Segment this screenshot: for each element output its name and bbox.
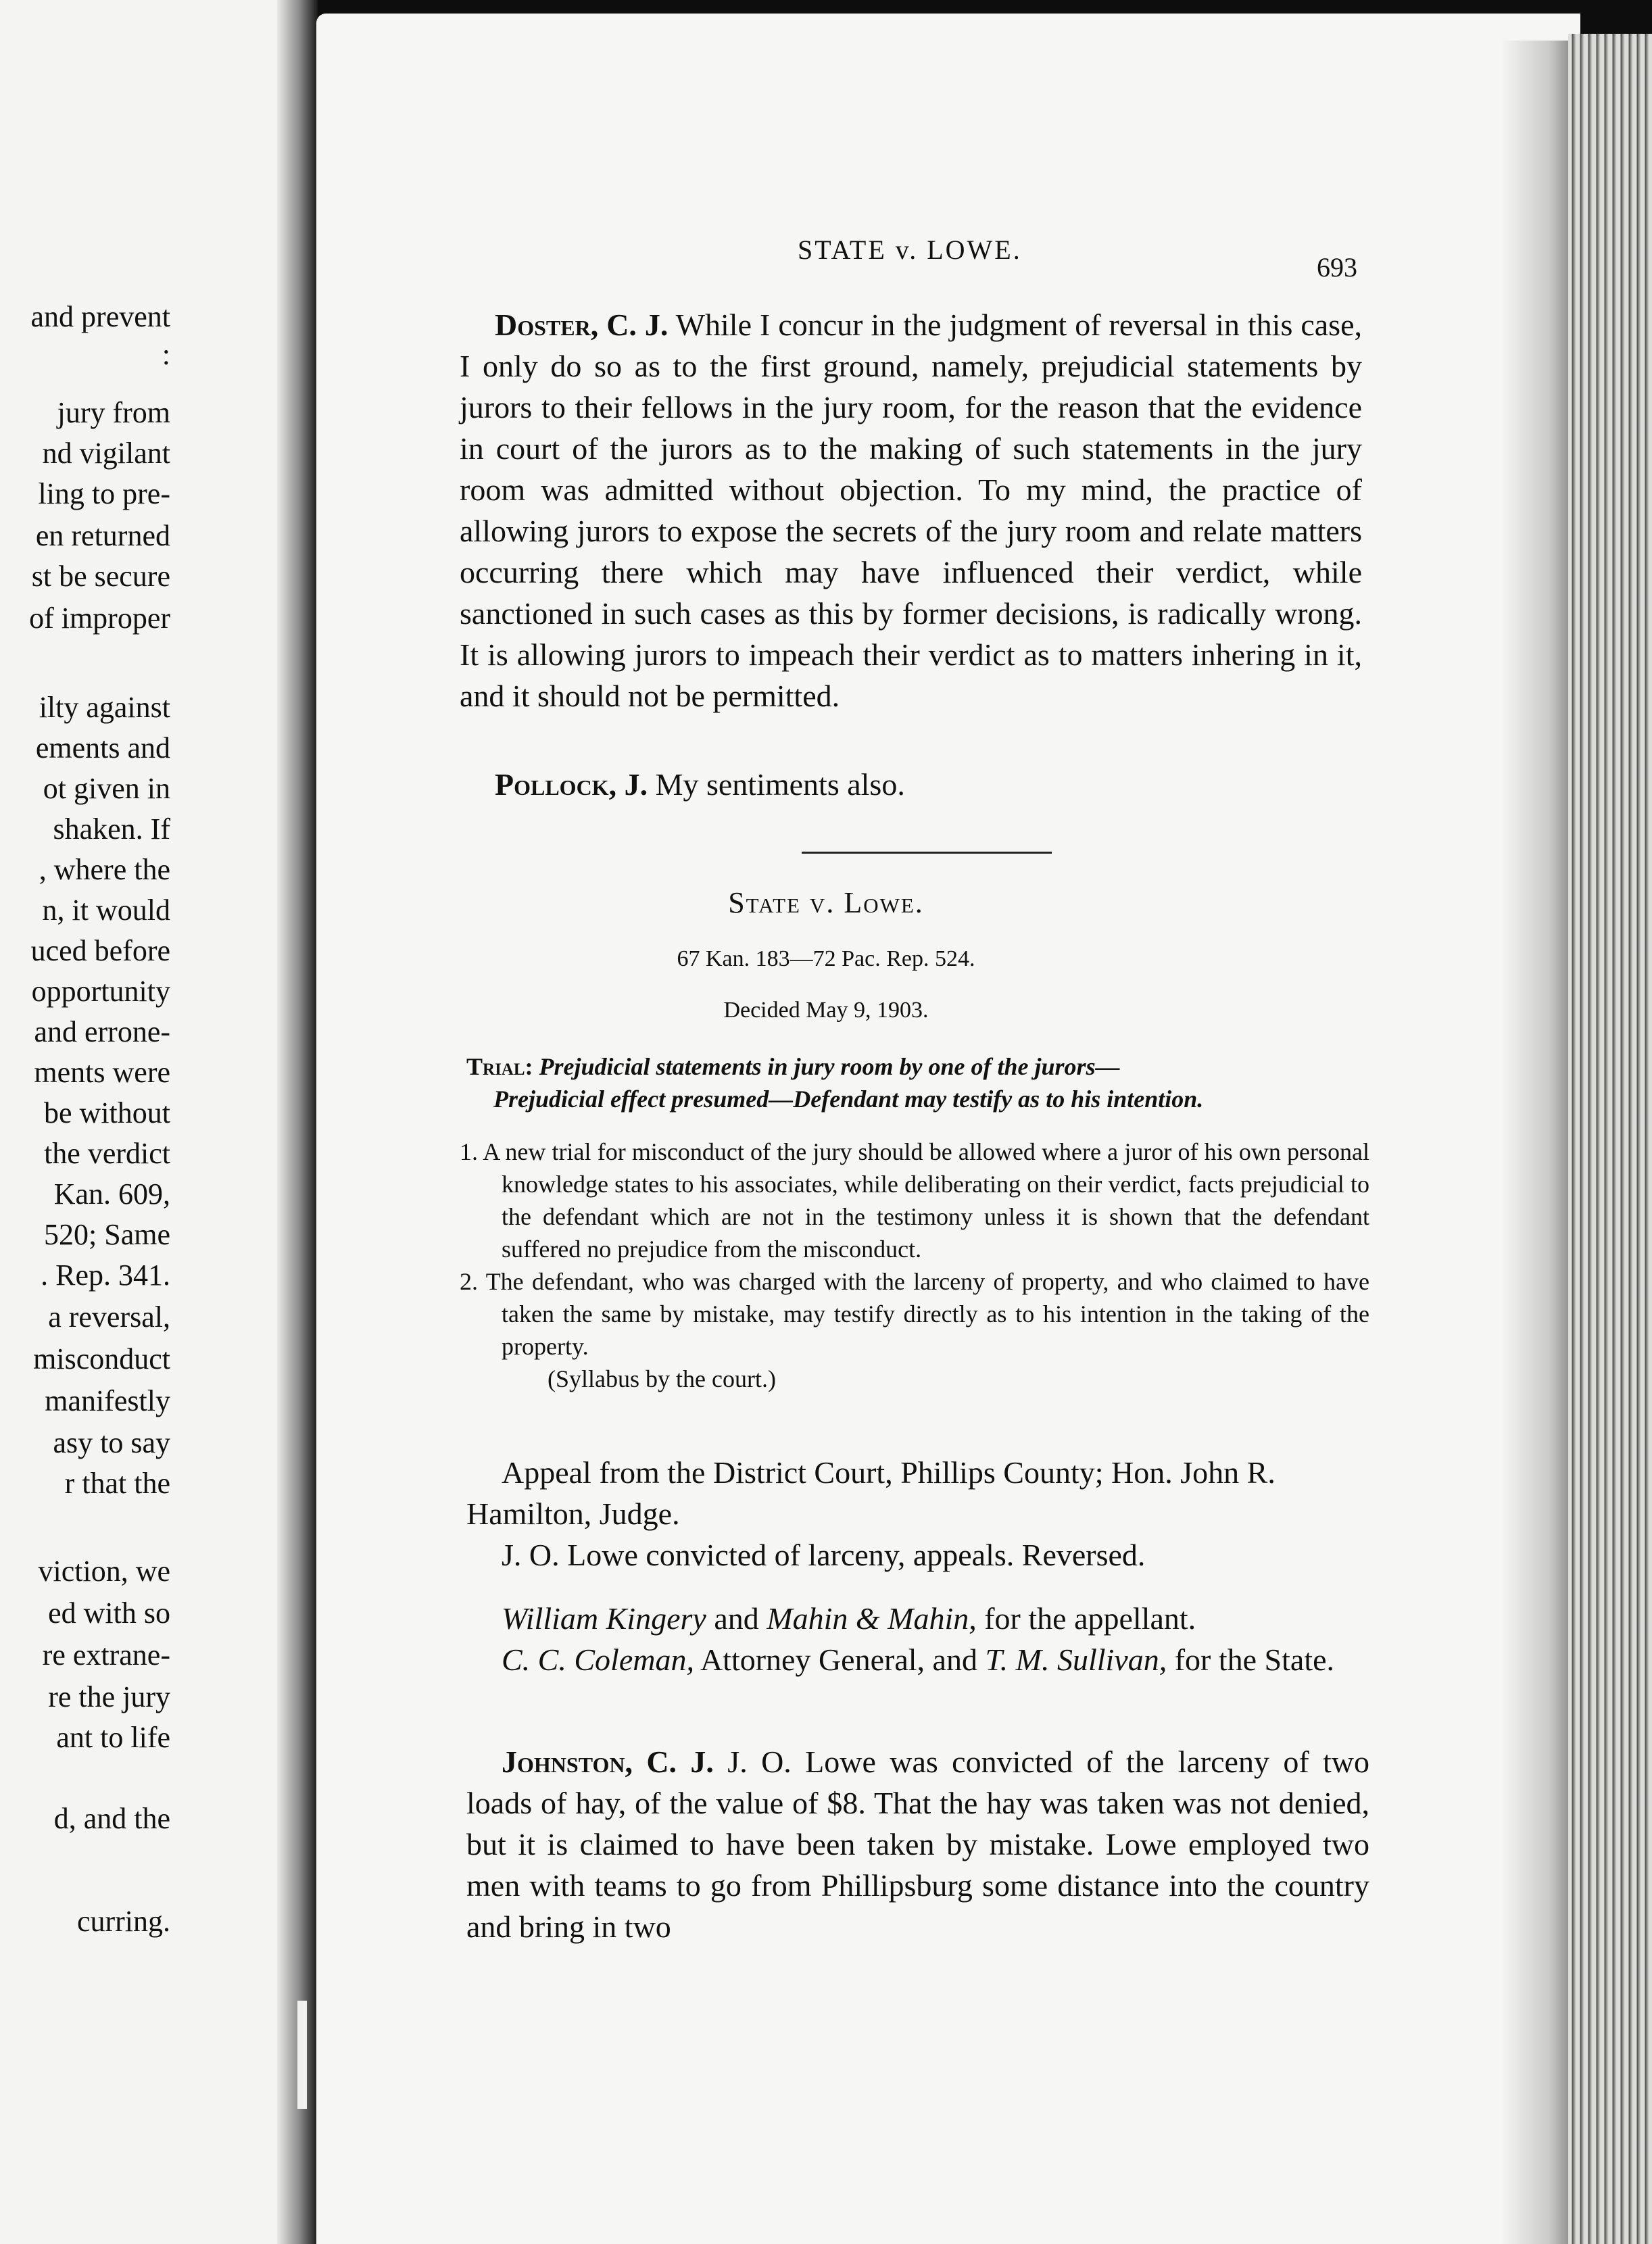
left-line: , where the bbox=[39, 853, 170, 886]
syllabus-source: (Syllabus by the court.) bbox=[548, 1365, 776, 1392]
left-page-text bbox=[0, 0, 297, 2244]
headnote-line-1: Prejudicial statements in jury room by one of the jurors— bbox=[539, 1053, 1120, 1080]
counsel-conjunction: and bbox=[714, 1601, 759, 1636]
appellant-role: for the appellant. bbox=[984, 1601, 1196, 1636]
section-divider bbox=[802, 852, 1052, 854]
appeal-line: Appeal from the District Court, Phillips County; Hon. John R. Hamilton, Judge. bbox=[466, 1455, 1276, 1531]
state-attorney: T. M. Sullivan, bbox=[985, 1642, 1167, 1677]
headnote bbox=[466, 1050, 1365, 1115]
left-line: misconduct bbox=[33, 1342, 170, 1375]
book-fore-edge bbox=[1568, 34, 1652, 2244]
left-line: uced before bbox=[30, 934, 170, 967]
left-line: manifestly bbox=[45, 1384, 170, 1417]
left-line: ant to life bbox=[56, 1721, 170, 1754]
appellant-counsel bbox=[466, 1598, 1369, 1639]
left-line: of improper bbox=[29, 602, 170, 635]
case-citation: 67 Kan. 183—72 Pac. Rep. 524. bbox=[677, 946, 975, 971]
left-line: viction, we bbox=[38, 1555, 170, 1588]
headnote-line-2: Prejudicial effect presumed—Defendant may testify as to his intention. bbox=[493, 1086, 1204, 1113]
decision-date: Decided May 9, 1903. bbox=[723, 998, 929, 1023]
left-line: d, and the bbox=[53, 1802, 170, 1835]
appellant-attorney: William Kingery bbox=[502, 1601, 706, 1636]
left-line: ements and bbox=[35, 731, 170, 764]
case-title: State v. Lowe. bbox=[728, 886, 924, 919]
second-concurring-judge: Pollock, J. bbox=[495, 767, 648, 802]
left-line: be without bbox=[44, 1096, 170, 1129]
left-line: re the jury bbox=[48, 1680, 170, 1713]
left-line: ilty against bbox=[39, 691, 170, 724]
syllabus-item: 2. The defendant, who was charged with the larceny of property, and who claimed to have taken the same by mistake, may testify directly as to his intention in the taking of the property. bbox=[460, 1268, 1369, 1360]
concurring-judge: Doster, C. J. bbox=[495, 308, 669, 342]
appellant-firm: Mahin & Mahin, bbox=[767, 1601, 977, 1636]
appeal-paragraph bbox=[466, 1452, 1369, 1576]
second-concurrence-text: My sentiments also. bbox=[655, 767, 905, 802]
counsel-paragraph bbox=[466, 1598, 1369, 1680]
left-line: jury from bbox=[57, 396, 170, 429]
left-line: ling to pre- bbox=[38, 477, 170, 510]
running-head: STATE v. LOWE. bbox=[798, 235, 1022, 265]
left-line: curring. bbox=[76, 1905, 170, 1938]
concurrence-text: While I concur in the judgment of reversal in this case, I only do so as to the first ground, namely, prejudicial statements by jurors to their fellows in the jury room, for the reason that the evidence in court of the jurors as to the making of such statements in the jury room was admitted without objection. To my mind, the practice of allowing jurors to expose the secrets of the jury room and relate matters occurring there which may have influenced their verdict, while sanctioned in such cases as this by former decisions, is radically wrong. It is allowing jurors to impeach their verdict as to matters inhering in it, and it should not be permitted. bbox=[460, 308, 1362, 713]
page-number: 693 bbox=[1317, 252, 1357, 283]
left-line: . Rep. 341. bbox=[41, 1259, 170, 1292]
left-line: : bbox=[162, 338, 170, 371]
left-line: ed with so bbox=[48, 1596, 170, 1630]
opinion-judge: Johnston, C. J. bbox=[502, 1745, 714, 1779]
left-line: asy to say bbox=[53, 1426, 170, 1459]
opinion-paragraph bbox=[466, 1741, 1369, 1947]
second-concurrence-paragraph bbox=[460, 764, 1362, 805]
left-line: shaken. If bbox=[53, 812, 170, 846]
left-line: a reversal, bbox=[48, 1300, 170, 1334]
left-line: r that the bbox=[64, 1467, 170, 1500]
syllabus-item: 1. A new trial for misconduct of the jury should be allowed where a juror of his own personal knowledge states to his associates, while deliberating on their verdict, facts prejudicial to the defendant which are not in the testimony unless it is shown that the defendant suffered no prejudice from the misconduct. bbox=[460, 1138, 1369, 1263]
syllabus bbox=[460, 1136, 1369, 1395]
opinion-text: J. O. Lowe was convicted of the larceny of two loads of hay, of the value of $8. That the hay was taken was not denied, but it is claimed to have been taken by mistake. Lowe employed two men with teams to go from Phillipsburg some distance into the country and bring in two bbox=[466, 1745, 1370, 1944]
state-counsel bbox=[466, 1639, 1369, 1680]
left-line: 520; Same bbox=[44, 1218, 170, 1251]
headnote-lead: Trial: bbox=[466, 1053, 533, 1080]
left-line: en returned bbox=[35, 519, 170, 552]
left-line: ot given in bbox=[43, 772, 170, 805]
left-line: ments were bbox=[34, 1056, 170, 1089]
appeal-result: J. O. Lowe convicted of larceny, appeals. Reversed. bbox=[502, 1538, 1146, 1572]
left-line: re extrane- bbox=[42, 1638, 170, 1672]
left-line: the verdict bbox=[44, 1137, 170, 1170]
spine-edge bbox=[297, 2001, 307, 2109]
left-line: and errone- bbox=[34, 1015, 170, 1048]
state-role: for the State. bbox=[1174, 1642, 1335, 1677]
left-line: n, it would bbox=[42, 894, 170, 927]
concurrence-paragraph bbox=[460, 304, 1362, 716]
left-line: Kan. 609, bbox=[53, 1177, 170, 1211]
left-line: opportunity bbox=[31, 975, 170, 1008]
left-line: st be secure bbox=[31, 560, 170, 593]
attorney-general: C. C. Coleman, bbox=[502, 1642, 694, 1677]
left-line: and prevent bbox=[30, 300, 170, 333]
left-line: nd vigilant bbox=[42, 437, 170, 470]
state-counsel-mid: Attorney General, and bbox=[700, 1642, 977, 1677]
